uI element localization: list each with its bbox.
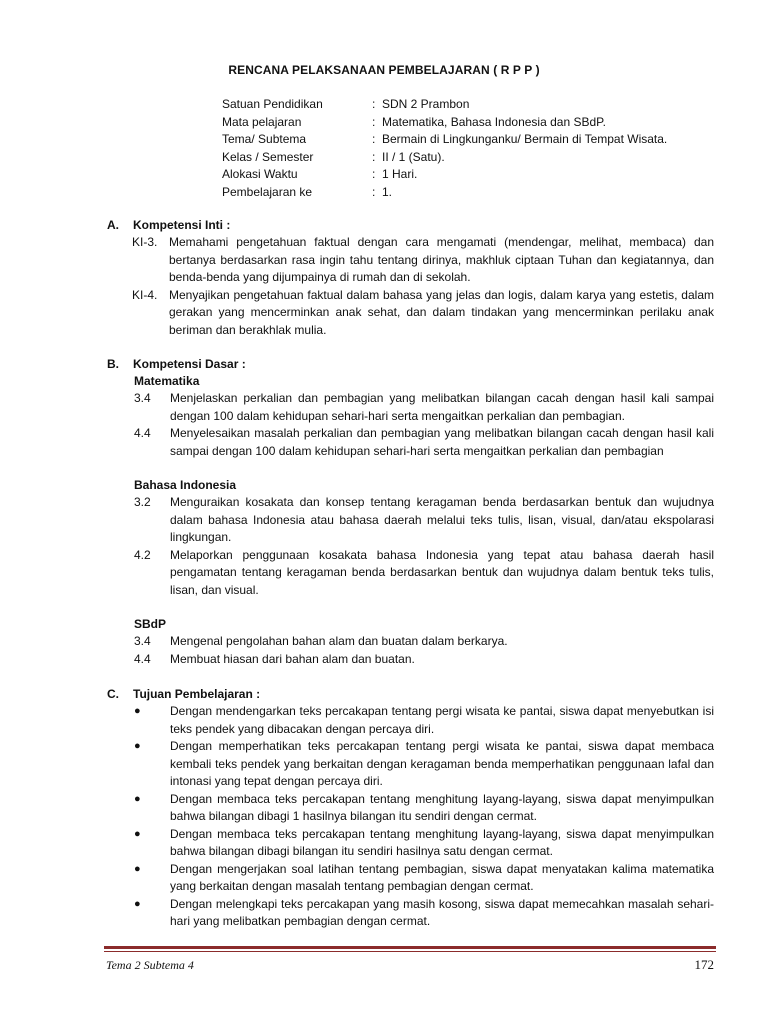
bullet-icon: ● [134,897,141,910]
identity-colon: : [372,97,376,111]
identity-row [222,114,667,132]
identity-colon: : [372,132,376,147]
kd-text: Menjelaskan perkalian dan pembagian yang melibatkan bilangan cacah dengan hasil kali sampai dengan 100 dalam kehidupan sehari-hari serta mengaitkan perkalian dan pembagian. [170,391,714,423]
kd-number: 3.4 [134,634,151,648]
tujuan-text: Dengan mendengarkan teks percakapan tentang pergi wisata ke pantai, siswa dapat menyebutkan isi teks pendek yang dibacakan dengan percaya diri. [170,704,714,736]
kd-bahasa-list [134,494,714,599]
kompetensi-inti-list [132,234,714,339]
section-title: Tujuan Pembelajaran : [133,687,261,701]
identity-value: II / 1 (Satu). [382,149,445,164]
identity-colon: : [372,114,376,129]
identity-label: Alokasi Waktu [222,167,298,182]
identity-colon: : [372,184,376,199]
document-title: RENCANA PELAKSANAAN PEMBELAJARAN ( R P P ) [228,63,540,77]
footer-rule-thin [104,951,716,952]
ki-text: Menyajikan pengetahuan faktual dalam bahasa yang jelas dan logis, dalam karya yang estetis, dalam gerakan yang mencerminkan anak sehat, dan dalam tindakan yang mencerminkan perilaku anak beriman dan berakhlak mulia. [169,287,714,337]
bullet-icon: ● [134,862,141,875]
list-item [134,651,714,669]
list-item [134,494,714,547]
identity-value: 1 Hari. [382,167,418,182]
subject-heading-bahasa: Bahasa Indonesia [134,478,237,492]
tujuan-text: Dengan membaca teks percakapan tentang menghitung layang-layang, siswa dapat menyimpulkan bahwa bilangan dibagi 1 hasilnya bilangan itu sendiri dengan cermat. [170,791,714,823]
identity-value: SDN 2 Prambon [382,97,470,111]
list-item [134,791,714,826]
list-item [134,703,714,738]
identity-label: Tema/ Subtema [222,132,307,147]
section-title: Kompetensi Inti : [133,218,231,232]
tujuan-list [134,703,714,931]
list-item [134,861,714,896]
list-item [132,287,714,340]
identity-value: Bermain di Lingkunganku/ Bermain di Tempat Wisata. [382,132,668,147]
bullet-icon: ● [134,827,141,840]
tujuan-text: Dengan mengerjakan soal latihan tentang pembagian, siswa dapat menyatakan kalima matematika yang berkaitan dengan masalah tentang pembagian dengan cermat. [170,861,714,893]
list-item [134,390,714,425]
section-letter: C. [107,687,119,701]
page-number: 172 [694,957,714,972]
identity-table [222,96,667,202]
identity-colon: : [372,149,376,164]
kd-number: 4.2 [134,547,151,562]
subject-heading-sbdp: SBdP [134,617,167,631]
kd-sbdp-list [134,633,714,668]
bullet-icon: ● [134,740,141,752]
section-letter: B. [107,357,119,371]
section-title: Kompetensi Dasar : [133,357,246,371]
kd-number: 4.4 [134,426,151,440]
identity-value: 1. [382,184,393,199]
kd-number: 3.2 [134,495,151,509]
section-c-heading [107,686,260,704]
kd-text: Mengenal pengolahan bahan alam dan buatan dalam berkarya. [170,634,508,648]
identity-label: Kelas / Semester [222,149,314,164]
list-item [132,234,714,287]
tujuan-text: Dengan membaca teks percakapan tentang menghitung layang-layang, siswa dapat menyimpulkan bahwa bilangan dibagi bilangan itu sendiri hasilnya satu dengan cermat. [170,826,714,858]
tujuan-text: Dengan melengkapi teks percakapan yang masih kosong, siswa dapat memecahkan masalah sehari-hari yang melibatkan pembagian dengan cermat. [170,896,714,928]
section-a-heading [107,217,230,235]
kd-matematika-list [134,390,714,460]
list-item [134,738,714,791]
kd-number: 3.4 [134,391,151,405]
identity-row [222,166,667,184]
footer-theme-label: Tema 2 Subtema 4 [106,958,194,972]
footer-rule-thick [104,946,716,949]
identity-row [222,131,667,149]
subject-heading-matematika: Matematika [134,374,200,388]
list-item [134,633,714,651]
section-letter: A. [107,218,119,232]
bullet-icon: ● [134,792,141,805]
identity-colon: : [372,167,376,182]
kd-text: Melaporkan penggunaan kosakata bahasa Indonesia yang tepat atau bahasa daerah hasil pengamatan tentang keragaman benda berdasarkan bentuk dan wujudnya dalam bentuk teks tulis, lisan, dan visual. [170,547,714,597]
identity-value: Matematika, Bahasa Indonesia dan SBdP. [382,114,606,129]
identity-label: Satuan Pendidikan [222,97,323,111]
kd-text: Menyelesaikan masalah perkalian dan pembagian yang melibatkan bilangan cacah dengan hasil kali sampai dengan 100 dalam kehidupan sehari-hari serta mengaitkan perkalian dan pembagian [170,426,714,458]
tujuan-text: Dengan memperhatikan teks percakapan tentang pergi wisata ke pantai, siswa dapat membaca kembali teks pendek yang berkaitan dengan keragaman benda memperhatikan penggunaan lafal dan intonasi yang tepat dengan percaya diri. [170,739,714,788]
identity-label: Mata pelajaran [222,114,302,129]
list-item [134,896,714,931]
kd-text: Membuat hiasan dari bahan alam dan buatan. [170,651,415,666]
kd-number: 4.4 [134,651,151,666]
ki-code: KI-4. [132,287,158,302]
identity-row [222,96,667,114]
list-item [134,826,714,861]
identity-label: Pembelajaran ke [222,184,313,199]
kd-text: Menguraikan kosakata dan konsep tentang keragaman benda berdasarkan bentuk dan wujudnya dalam bahasa Indonesia atau bahasa daerah melalui teks tulis, lisan, visual, dan/atau ekspolarasi lingkungan. [170,495,714,544]
list-item [134,547,714,600]
identity-row [222,184,667,202]
bullet-icon: ● [134,705,141,717]
ki-code: KI-3. [132,235,158,249]
list-item [134,425,714,460]
section-b-heading [107,356,246,374]
identity-row [222,149,667,167]
ki-text: Memahami pengetahuan faktual dengan cara mengamati (mendengar, melihat, membaca) dan bertanya berdasarkan rasa ingin tahu tentang dirinya, makhluk ciptaan Tuhan dan kegiatannya, dan benda-benda yang dijumpainya di rumah dan di sekolah. [169,235,714,284]
